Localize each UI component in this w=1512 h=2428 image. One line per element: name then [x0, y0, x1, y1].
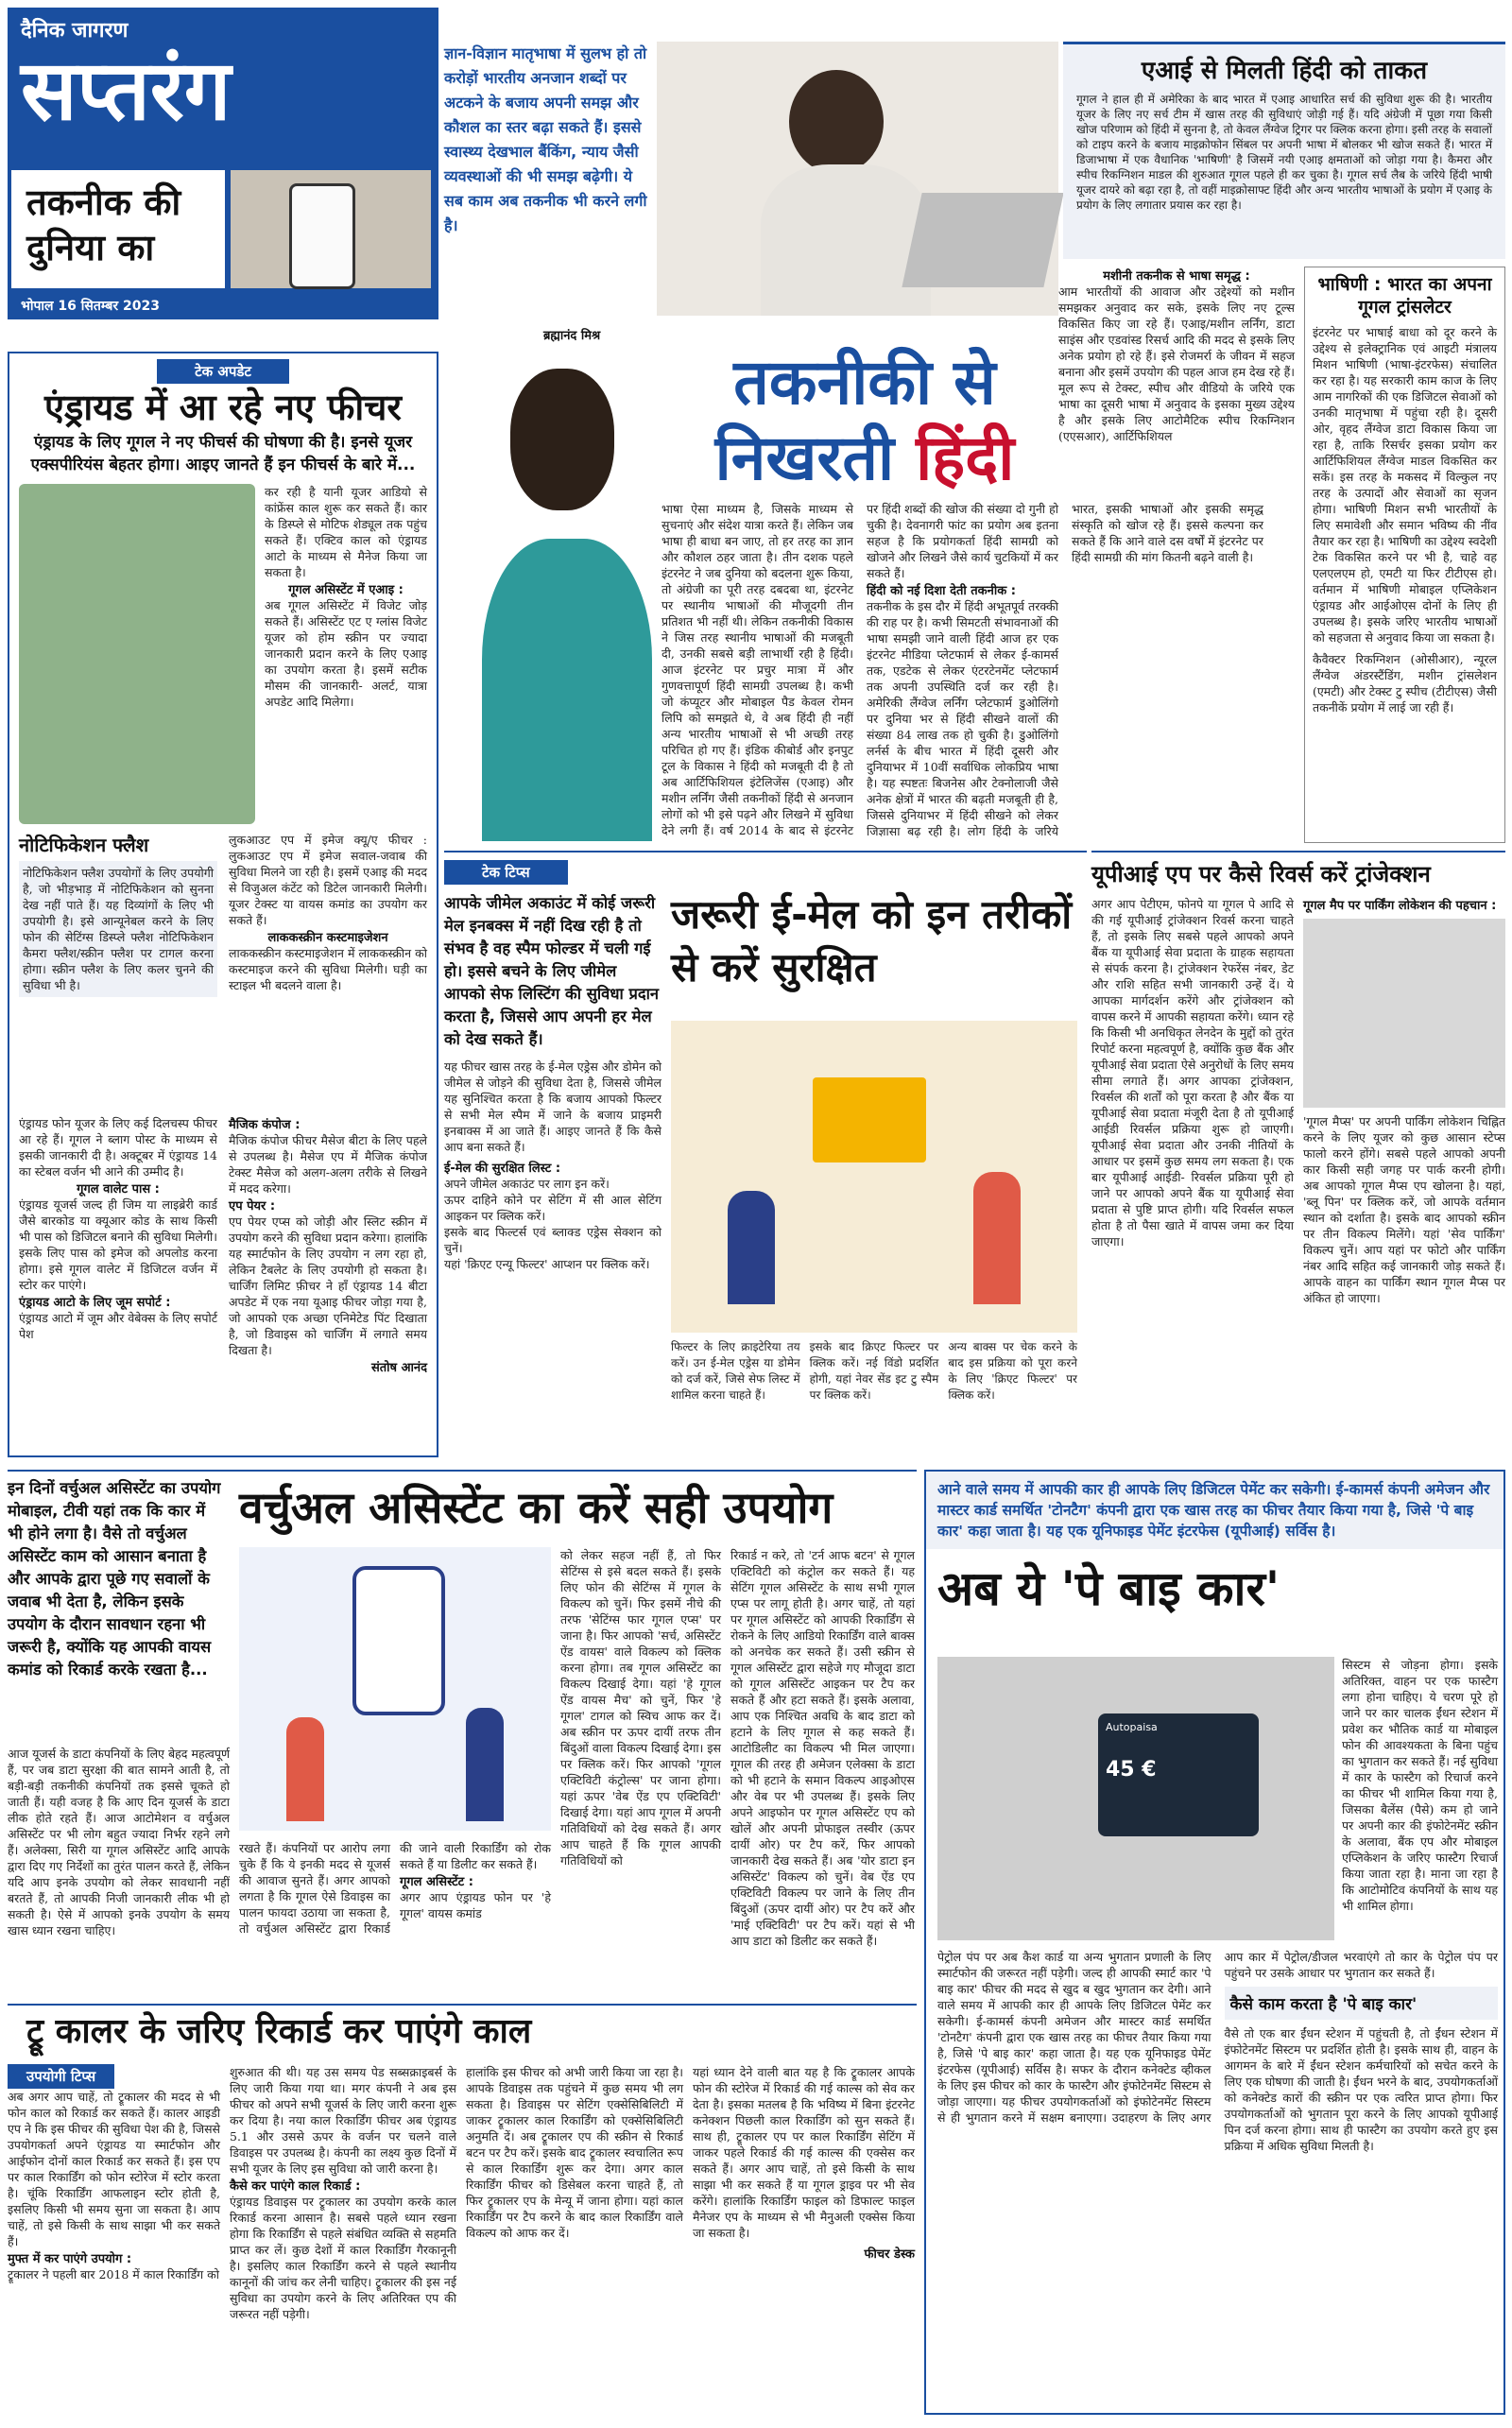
notif-title: नोटिफिकेशन फ्लैश	[19, 834, 149, 856]
lead-body-text: भाषा ऐसा माध्यम है, जिसके माध्यम से सुचनाएं और संदेश यात्रा करते हैं। लेकिन जब भाषा ही बाधा बन जाए, तो हर तरह का ज्ञान और कौशल ठहर जाता है। तीन दशक पहले इंटरनेट ने जब दुनिया को बदलना शुरू किया, तो अंग्रेजी का पूरी तरह दबदबा था, इंटरनेट पर स्थानीय भाषाओं की मौजूदगी तीन प्रतिशत भी नहीं थी। लेकिन तकनीकी विकास ने जिस तरह स्थानीय भाषाओं की मजबूती दी, उनकी सबसे बड़ी लाभार्थी रही है हिंदी। आज इंटरनेट पर प्रचुर मात्रा में और गुणवत्तापूर्ण हिंदी सामग्री उपलब्ध है। कभी जो कंप्यूटर और मोबाइल पैड केवल रोमन लिपि को समझते थे, वे अब हिंदी ही नहीं अन्य भारतीय भाषाओं से भी अच्छी तरह परिचित हो गए हैं। इंडिक कीबोर्ड और इनपुट टूल के विकास ने हिंदी को मजबूती दी है तो अब आर्टिफिशियल इंटेलिजेंस (एआइ) और मशीन लर्निंग जैसी तकनीकों हिंदी से अनजान लोगों को भी इसे पढ़ने और लिखने में सुविधा देने लगी हैं। वर्ष 2014 के बाद से इंटरनेट पर हिंदी शब्दों की खोज की संख्या दो गुनी हो चुकी है। देवनागरी फांट का प्रयोग अब इतना सहज है कि प्रयोगकर्ता हिंदी सामग्री को खोजने और लिखने जैसे कार्य चुटकियों में कर सकते हैं।	[662, 502, 1058, 837]
android-sub-a: गूगल असिस्टेंट में एआइ :	[288, 583, 404, 597]
ai-box-title: एआई से मिलती हिंदी को ताकत	[1141, 57, 1428, 85]
phone-hand-photo	[231, 170, 431, 288]
call-col4	[693, 2064, 915, 2414]
android-bottom-text: एंड्रायड फोन यूजर के लिए कई दिलचस्प फीचर आ रहे हैं। गूगल ने ब्लाग पोस्ट के माध्यम से इसकी जानकारी दी है। अक्टूबर में एंड्रायड 14 का स्टेबल वर्जन भी आने की उम्मीद है।	[19, 1116, 217, 1179]
call-col4-text: यहां ध्यान देने वाली बात यह है कि ट्रूकालर आपके फोन की स्टोरेज में रिकार्ड की गई काल्स को सेव कर देता है। इसका मतलब है कि भविष्य में बिना इंटरनेट कनेक्शन पिछली काल रिकार्डिंग को सुन सकते हैं। साथ ही, ट्रूकालर एप पर काल रिकार्डिंग सेटिंग में जाकर पहले रिकार्ड की गई काल्स की एक्सेस कर सकते हैं। अगर आप चाहें, तो इसे किसी के साथ साझा भी कर सकते हैं या गूगल ड्राइव पर भी सेव करेंगे। हालांकि रिकार्डिंग फाइल को डिफाल्ट फाइल मैनेजर एप के माध्यम से भी मैनुअली एक्सेस किया जा सकता है।	[693, 2065, 915, 2240]
android-byline: संतोष आनंद	[370, 1361, 427, 1375]
va-intro: आज यूजर्स के डाटा कंपनियों के लिए बेहद महत्वपूर्ण हैं, पर जब डाटा सुरक्षा की बात सामने आती है, तो बड़ी-बड़ी तकनीकी कंपनियों तक इससे चूकते हो जाती हैं। यही वजह है कि आए दिन यूजर्स के डाटा लीक होते रहते हैं। आज आटोमेशन व वर्चुअल असिस्टेंट पर भी लोग बहुत ज्यादा निर्भर रहने लगे हैं। अलेक्सा, सिरी या गूगल असिस्टेंट आदि आपके द्वारा दिए गए निर्देशों का तुरंत पालन करते हैं, लेकिन यदि आप इनके उपयोग को लेकर सावधानी नहीं बरतते हैं, तो आपकी निजी जानकारी लीक भी हो सकती है। ऐसे में आपको इनके उपयोग के समय खास ध्यान रखना चाहिए।	[8, 1747, 230, 1937]
ai-box	[1063, 42, 1505, 259]
android-sub-b-body: लाककस्क्रीन कस्टमाइजेशन में लाककस्क्रीन को कस्टमाइज करने की सुविधा मिलेगी। घड़ी का स्टाइल भी बदलने वाला है।	[229, 946, 427, 992]
upi-section	[1091, 851, 1505, 1465]
email-step-2: ऊपर दाहिने कोने पर सेटिंग में सी आल सेटिंग आइकन पर क्लिक करें।	[444, 1193, 662, 1223]
call-col1	[8, 2064, 220, 2414]
email-steps-bottom	[671, 1339, 1077, 1462]
supplement-name: सप्तरंग	[21, 42, 232, 139]
android-sub-e-body: एंड्रायड यूजर्स जल्द ही जिम या लाइब्रेरी कार्ड जैसे बारकोड या क्यूआर कोड के साथ किसी भी पास को डिजिटल बनाने की सुविधा मिलेगी। इसके लिए पास को इमेज को अपलोड करना होगा। इसे गूगल वालेट में डिजिटल वर्जन में स्टोर कर पाएंगे।	[19, 1197, 217, 1292]
email-left	[444, 860, 662, 1465]
brand-name: दैनिक जागरण	[21, 19, 129, 43]
call-col2	[230, 2064, 456, 2414]
upi-sub: गूगल मैप पर पार्किंग लोकेशन की पहचान :	[1303, 899, 1497, 913]
tagline-box	[11, 170, 225, 288]
android-sub-f: एंड्रायड आटो के लिए जूम सपोर्ट :	[19, 1296, 171, 1310]
call-tag: उपयोगी टिप्स	[8, 2064, 114, 2089]
lead-body-col3	[1058, 267, 1295, 843]
va-sub-body: अगर आप एंड्रायड फोन पर 'हे गूगल' वायस कमांड	[400, 1890, 551, 1920]
email-section	[444, 851, 1087, 1465]
lead-title-line2a: निखरती	[714, 422, 917, 494]
va-col2	[560, 1547, 721, 2001]
lead-sub1: हिंदी को नई दिशा देती तकनीक :	[867, 584, 1016, 598]
call-byline: फीचर डेस्क	[864, 2247, 915, 2262]
email-step-3: इसके बाद फिल्टर्स एवं ब्लाक्ड एड्रेस सेक्शन को चुनें।	[444, 1225, 662, 1255]
call-sub1-body: ट्रूकालर ने पहली बार 2018 में काल रिकार्डिंग को	[8, 2267, 219, 2282]
bhashini-title: भाषिणी : भारत का अपना गूगल ट्रांसलेटर	[1317, 274, 1492, 318]
android-phone-photo	[19, 484, 255, 824]
car-screen-label: Autopaisa	[1106, 1721, 1158, 1733]
android-title: एंड्रायड में आ रहे नए फीचर	[44, 387, 402, 428]
email-step-4: यहां 'क्रिएट एन्यू फिल्टर' आप्शन पर क्लिक करें।	[444, 1257, 650, 1271]
woman-laptop-photo	[657, 42, 1058, 316]
lookout-text: लुकआउट एप में इमेज क्यू/ए फीचर : लुकआउट एप में इमेज सवाल-जवाब की सुविधा मिलने जा रही है। इसमें एआइ की मदद से विजुअल कंटेंट को डिटेल जानकारी मिलेगी। यूजर टेक्स्ट या वायस कमांड का उपयोग कर सकते हैं।	[229, 833, 427, 927]
android-deck: एंड्रायड के लिए गूगल ने नए फीचर्स की घोषणा की है। इनसे यूजर एक्सपीरियंस बेहतर होगा। आइए जानते हैं इन फीचर्स के बारे में...	[30, 433, 416, 474]
ai-box-body: गूगल ने हाल ही में अमेरिका के बाद भारत में एआइ आधारित सर्च की सुविधा शुरू की है। भारतीय यूजर के लिए नए सर्च टीम में खास तरह की सुविधाएं जोड़ी गई हैं। यदि अंग्रेजी में पूछा गया किसी खोज परिणाम को हिंदी में सुनना है, तो केवल लैंग्वेज ट्रिगर पर क्लिक करना होगा। इसी तरह के सवालों को टाइप करने के बजाय माइक्रोफोन सिंबल पर अपनी भाषा में बोलकर भी खोज सकते हैं। भारत में डिजाभाषा में एक वैधानिक 'भाषिणी' है जिसमें नयी एआइ क्षमताओं को जोड़ा गया है। कैमरा और स्पीच रिकग्निशन माडल की शुरुआत गूगल पहले ही कर चुका है। गूगल सर्च लैब के जरिये हिंदी भाषी यूजर दायरे को बढ़ा रहा है, तो वहीं माइक्रोसाफ्ट हिंदी और अन्य भारतीय भाषाओं के प्रयोग में एआइ के प्रयोग के लिए लगातार प्रयास कर रहा है।	[1076, 93, 1492, 212]
email-step-6: इसके बाद क्रिएट फिल्टर पर क्लिक करें। नई विंडो प्रदर्शित होगी, यहां नेवर सेंड इट टु स्पैम पर क्लिक करें।	[809, 1340, 939, 1402]
lead-title	[662, 345, 1068, 496]
va-col4	[239, 1840, 551, 2001]
email-illustration	[671, 1021, 1077, 1333]
pbc-body: पेट्रोल पंप पर अब कैश कार्ड या अन्य भुगतान प्रणाली के लिए स्मार्टफोन की जरूरत नहीं पड़ेगी। जल्द ही आपकी स्मार्ट कार 'पे बाइ कार' फीचर की मदद से खुद ब खुद भुगतान कर देगी। आने वाले समय में आपकी कार ही आपके लिए डिजिटल पेमेंट कर सकेगी। ई-कामर्स कंपनी अमेजन और मास्टर कार्ड समर्थित 'टोनटैग' कंपनी द्वारा एक खास तरह का फीचर तैयार किया गया है, जिसे 'पे बाइ कार' कहा जाता है। यह एक यूनिफाइड पेमेंट इंटरफेस (यूपीआई) सर्विस है। सफर के दौरान कनेक्टेड व्हीकल के लिए इस फीचर को कार के फास्टैग और इंफोटेनमेंट सिस्टम से जोड़ा जाएगा। यह फीचर उपयोगकर्ताओं को इंफोटेनमेंट सिस्टम से ही भुगतान करने में सक्षम बनाएगा। उदाहरण के लिए अगर आप कार में पेट्रोल/डीजल भरवाएंगे तो कार के पेट्रोल पंप पर पहुंचने पर उसके आधार पर भुगतान कर सकते हैं।	[937, 1950, 1498, 2125]
va-sub: गूगल असिस्टेंट :	[400, 1875, 473, 1889]
android-sub-c: मैजिक कंपोज :	[229, 1118, 301, 1132]
android-section	[8, 352, 438, 1457]
va-deck: इन दिनों वर्चुअल असिस्टेंट का उपयोग मोबाइल, टीवी यहां तक कि कार में भी होने लगा है। वैसे तो वर्चुअल असिस्टेंट काम को आसान बनाता है और आपके द्वारा पूछे गए सवालों के जवाब भी देता है, लेकिन इसके उपयोग के दौरान सावधान रहना भी जरूरी है, क्योंकि यह आपकी वायस कमांड को रिकार्ड करके रखता है...	[8, 1479, 221, 1679]
va-col3-text: रिकार्ड न करे, तो 'टर्न आफ बटन' से गूगल एक्टिविटी को कंट्रोल कर सकते हैं। यह सेटिंग गूगल असिस्टेंट के साथ सभी गूगल एप्स पर लागू होती है। अगर चाहें, तो यहां पर गूगल असिस्टेंट को आपकी रिकार्डिंग से रोकने के लिए आडियो रिकार्डिंग वाले बाक्स को अनचेक कर सकते हैं। उसी स्क्रीन से गूगल असिस्टेंट द्वारा सहेजे गए मौजूदा डाटा को गूगल असिस्टेंट आइकन पर टैप कर सकते हैं और हटा सकते हैं। इसके अलावा, आप एक निश्चित अवधि के बाद डाटा को हटाने के लिए गूगल से कह सकते हैं। आटोडिलीट का विकल्प भी मिल जाएगा। गूगल की तरह ही अमेजन एलेक्सा के डाटा को भी हटाने के समान विकल्प आइओएस और वेब पर भी उपलब्ध हैं। इसके लिए अपने आइफोन पर गूगल असिस्टेंट एप को खोलें और अपनी प्रोफाइल तस्वीर (ऊपर दायीं ओर) पर टैप करें, फिर आपको जानकारी देख सकते हैं। अब 'योर डाटा इन असिस्टेंट' विकल्प को चुनें। वेब ऐंड एप एक्टिविटी विकल्प पर जाने के लिए तीन बिंदुओं (ऊपर दायीं ओर) पर टैप करें और 'माई एक्टिविटी' पर टैप करें। यहां से भी आप डाटा को डिलीट कर सकते हैं।	[730, 1548, 915, 1948]
email-step-5: फिल्टर के लिए क्राइटेरिया तय करें। उन ई-मेल एड्रेस या डोमेन को दर्ज करें, जिसे सेफ लिस्ट में शामिल करना चाहते हैं।	[671, 1340, 800, 1402]
call-col3-text: हालांकि इस फीचर को अभी जारी किया जा रहा है। आपके डिवाइस तक पहुंचने में कुछ समय भी लग सकता है। डिवाइस पर सेटिंग एक्सेसिबिलिटी में जाकर ट्रूकालर काल रिकार्डिंग को एक्सेसिबिलिटी अनुमति दें। अब ट्रूकालर एप की स्क्रीन से रिकार्ड बटन पर टैप करें। इसके बाद ट्रूकालर स्वचालित रूप से काल रिकार्डिंग शुरू कर देगा। अगर काल रिकार्डिंग फीचर को डिसेबल करना चाहते हैं, तो फिर ट्रूकालर एप के मेन्यू में जाना होगा। यहां काल रिकार्डिंग पर टैप करने के बाद काल रिकार्डिंग वाले विकल्प को आफ कर दें।	[466, 2065, 683, 2240]
va-col2-text: को लेकर सहज नहीं हैं, तो फिर सेटिंग्स से इसे बदल सकते हैं। इसके लिए फोन की सेटिंग्स में गूगल के विकल्प को चुनें। फिर इसमें नीचे की तरफ 'सेटिंग्स फार गूगल एप्स' पर जाना है। फिर आपको 'सर्च, असिस्टेंट ऐंड वायस' वाले विकल्प को क्लिक करना होगा। तब गूगल असिस्टेंट का विकल्प दिखाई देगा। यहां 'हे गूगल ऐंड वायस मैच' को चुनें, फिर 'हे गूगल' टागल को स्विच आफ कर दें। अब स्क्रीन पर ऊपर दायीं तरफ तीन बिंदुओं वाला विकल्प दिखाई देगा। इस पर क्लिक करें। फिर आपको 'गूगल एक्टिविटी कंट्रोल्स' पर जाना होगा। यहां ऊपर 'वेब ऐंड एप एक्टिविटी' दिखाई देगा। यहां आप गूगल में अपनी गतिविधियों को देख सकते हैं। अगर आप चाहते हैं कि गूगल आपकी गतिविधियों को	[560, 1548, 721, 1868]
bhashini-body: इंटरनेट पर भाषाई बाधा को दूर करने के उद्देश्य से इलेक्ट्रानिक एवं आइटी मंत्रालय मिशन भाषिणी (भाषा-इंटरफेस) संचालित कर रहा है। यह सरकारी काम काज के लिए आम नागरिकों की एक डिजिटल सेवाओं को उनकी मातृभाषा में पहुंचा रही है। दूसरी ओर, वृहद लैंग्वेज डाटा विकास किया जा रहा है, ताकि रिसर्चर इसका प्रयोग कर आर्टिफिशियल लैंग्वेज माडल विकसित कर सकें। इस तरह के मकसद में विल्कुल नए तरह के उत्पादों और सेवाओं का सृजन होगा। भाषिणी मिशन सभी भारतीयों के लिए समावेशी और समान भविष्य की नींव तैयार कर रहा है। भाषिणी का उद्देश्य स्वदेशी टेक विकसित करने पर भी है, चाहे वह एलएलएम हो, एमटी या फिर टीटीएस हो। वर्तमान में भाषिणी मोबाइल एप्लिकेशन एंड्रायड और आईओएस दोनों के लिए ही उपलब्ध है। इसके जरिए भारतीय भाषाओं को सहजता से अनुवाद किया जा सकता है।	[1313, 325, 1497, 645]
call-title: ट्रू कालर के जरिए रिकार्ड कर पाएंगे काल	[26, 2012, 532, 2051]
android-sub-f-body: एंड्रायड आटो में जूम और वेबेक्स के लिए सपोर्ट पेश	[19, 1311, 217, 1341]
bhashini-box	[1304, 267, 1505, 843]
email-step-0: ई-मेल की सुरक्षित लिस्ट :	[444, 1162, 561, 1176]
va-col3	[730, 1547, 915, 2001]
bhashini-tail: कैवैक्टर रिकग्निशन (ओसीआर), न्यूरल लैंग्वेज अंडरस्टैंडिंग, मशीन ट्रांसलेशन (एमटी) और टेक्स्ट टु स्पीच (टीटीएस) जैसी तकनीकें प्रयोग में लाई जा रही हैं।	[1313, 652, 1497, 715]
va-section	[8, 1470, 917, 1999]
upi-sub-body: 'गूगल मैप्स' पर अपनी पार्किंग लोकेशन चिह्नित करने के लिए यूजर को कुछ आसान स्टेप्स फालो करने होंगे। सबसे पहले आपको अपनी कार किसी सही जगह पर पार्क करनी होगी। अब आपको गूगल मैप्स एप खोलना है। यहां, 'ब्लू पिन' पर क्लिक करें, जो आपके वर्तमान स्थान को दर्शाता है। इसके बाद आपको स्क्रीन पर तीन विकल्प मिलेंगे। यहां 'सेव पार्किंग' विकल्प चुनें। आप यहां पर फोटो और पार्किंग नंबर आदि सहित कई जानकारी जोड़ सकते हैं। आपके वाहन का पार्किंग स्थान गूगल मैप्स पर अंकित हो जाएगा।	[1303, 1114, 1505, 1305]
va-title: वर्चुअल असिस्टेंट का करें सही उपयोग	[239, 1482, 833, 1533]
call-sub2-body: एंड्रायड डिवाइस पर ट्रूकालर का उपयोग करके काल रिकार्ड करना आसान है। सबसे पहले ध्यान रखना होगा कि रिकार्डिंग से पहले संबंधित व्यक्ति से सहमति प्राप्त कर लें। कुछ देशों में काल रिकार्डिंग गैरकानूनी है। इसलिए काल रिकार्डिंग करने से पहले स्थानीय कानूनों की जांच कर लेनी चाहिए। ट्रूकालर की इस नई सुविधा का उपयोग करने के लिए अतिरिक्त एप की जरूरत नहीं पड़ेगी।	[230, 2195, 456, 2321]
android-sub-b: लाककस्क्रीन कस्टमाइजेशन	[267, 931, 388, 945]
upi-body: अगर आप पेटीएम, फोनपे या गूगल पे आदि से की गई यूपीआई ट्रांजेक्शन रिवर्स करना चाहते हैं, तो इसके लिए सबसे पहले आपको अपने बैंक या यूपीआई सेवा प्रदाता के ग्राहक सहायता से संपर्क करना है। ट्रांजेक्शन रेफरेंस नंबर, डेट और राशि सहित सभी जानकारी उन्हें दें। ये आपका मार्गदर्शन करेंगे और ट्रांजेक्शन को वापस करने में आपकी सहायता करेंगे। ध्यान रहे कि किसी भी अनधिकृत लेनदेन के मुद्दों को तुरंत रिपोर्ट करना महत्वपूर्ण है, क्योंकि कुछ बैंक और यूपीआई सेवा प्रदाता ऐसे अनुरोधों के लिए समय सीमा लगाते हैं। अगर आपका ट्रांजेक्शन, रिवर्सल की शर्तों को पूरा करता है और बैंक या यूपीआई सेवा प्रदाता मंजूरी देता है तो यूपीआई आईडी रिवर्सल प्रक्रिया शुरू हो जाएगी। यूपीआई सेवा प्रदाता और उनकी नीतियों के आधार पर इसमें कुछ समय लग सकता है। एक बार यूपीआई आईडी- रिवर्सल प्रक्रिया पूरी हो जाने पर आपको अपने बैंक या यूपीआई सेवा प्रदाता से पुष्टि प्राप्त होगी। यदि रिवर्सल सफल होता है तो पैसा खाते में वापस जमा कर दिया जाएगा।	[1091, 897, 1294, 1248]
lead-body	[662, 501, 1263, 841]
notif-body: नोटिफिकेशन फ्लैश उपयोगों के लिए उपयोगी है, जो भीड़भाड़ में नोटिफिकेशन को सुनना देख नहीं पाते हैं। यह दिव्यांगों के लिए भी उपयोगी है। इसे आन्यूनेबल करने के लिए फोन की सेटिंग्स डिस्प्ले फ्लैश नोटिफिकेशन कैमरा फ्लैश/स्क्रीन फ्लैश पर टागल करना होगा। स्क्रीन फ्लैश के लिए कलर चुनने की सुविधा भी है।	[19, 861, 217, 997]
pbc-side-col	[1342, 1657, 1498, 1940]
android-sub-c-body: मैजिक कंपोज फीचर मैसेज बीटा के लिए पहले से उपलब्ध है। मैसेज एप में मैजिक कंपोज टेक्स्ट मैसेज को अलग-अलग तरीके से लिखने में मदद करेगा।	[229, 1133, 427, 1196]
pbc-deck: आने वाले समय में आपकी कार ही आपके लिए डिजिटल पेमेंट कर सकेगी। ई-कामर्स कंपनी अमेजन और मास्टर कार्ड समर्थित 'टोनटैग' कंपनी द्वारा एक खास तरह का फीचर तैयार किया गया है, जिसे 'पे बाइ कार' कहा जाता है। यह एक यूनिफाइड पेमेंट इंटरफेस (यूपीआई) सर्विस है।	[926, 1472, 1503, 1549]
pbc-body-cols	[937, 1949, 1498, 2407]
lead-blurb-text: ज्ञान-विज्ञान मातृभाषा में सुलभ हो तो करोड़ों भारतीय अनजान शब्दों पर अटकने के बजाय अपनी समझ और कौशल का स्तर बढ़ा सकते हैं। इससे स्वास्थ्य देखभाल बैंकिंग, न्याय जैसी व्यवस्थाओं की भी समझ बढ़ेगी। ये सब काम अब तकनीक भी करने लगी है।	[444, 44, 647, 234]
android-sub-d-body: एप पेयर एप्स को जोड़ी और स्लिट स्क्रीन में उपयोग करने की सुविधा प्रदान करेगा। हालांकि यह स्मार्टफोन के लिए उपयोग न लग रहा हो, लेकिन टैबलेट के लिए उपयोगी हो सकता है। चार्जिंग लिमिट फ़ीचर ने हाँ एंड्रायड 14 बीटा अपडेट में एक नया यूआइ फीचर जोड़ा गया है, जो आपको एक अच्छा एनिमेटेड पिंट दिखाता है, जो डिवाइस को चार्जिंग में लगाते समय दिखता है।	[229, 1214, 427, 1357]
va-intro-col	[8, 1746, 230, 2001]
email-tag: टेक टिप्स	[444, 860, 568, 885]
car-dashboard-photo	[937, 1657, 1334, 1940]
android-sub-e: गूगल वालेट पास :	[77, 1182, 160, 1197]
card-reader-photo	[1303, 919, 1505, 1108]
woman-phone-photo	[444, 350, 662, 841]
pbc-sub-body: वैसे तो एक बार ईंधन स्टेशन में पहुंचती है, तो ईंधन स्टेशन में इंफोटेनमेंट सिस्टम पर प्रदर्शित होती है। इसके साथ ही, वाहन के आगमन के बारे में ईंधन स्टेशन कर्मचारियों को सचेत करने के लिए एक घोषणा की जाती है। ईंधन भरने के बाद, उपयोगकर्ताओं को कनेक्टेड कारों की स्क्रीन पर एक त्वरित प्राप्त होगा। फिर उपयोगकर्ताओं को भुगतान पूरा करने के लिए आपको यूपीआई पिन दर्ज करना होगा। साथ ही फास्टैग का उपयोग करते हुए इस प्रक्रिया में अधिक सुविधा मिलती है।	[1224, 2026, 1498, 2153]
lead-title-line1: तकनीकी से	[733, 346, 996, 419]
email-step-1: अपने जीमेल अकाउंट पर लाग इन करें।	[444, 1177, 610, 1191]
call-col2-text: शुरुआत की थी। यह उस समय पेड सब्सक्राइबर्स के लिए जारी किया गया था। मगर कंपनी ने अब इस फीचर को अपने सभी यूजर्स के लिए जारी करना शुरू कर दिया है। नया काल रिकार्डिंग फीचर अब एंड्रायड 5.1 और उससे ऊपर के वर्जन पर चलने वाले डिवाइस पर उपलब्ध है। कंपनी का लक्ष्य कुछ दिनों में सभी यूजर के लिए इस सुविधा को जारी करना है।	[230, 2065, 456, 2176]
call-section	[8, 2004, 917, 2415]
email-title: जरूरी ई-मेल को इन तरीकों से करें सुरक्षित	[671, 891, 1073, 990]
car-screen	[1098, 1713, 1259, 1836]
lead-title-line2b: हिंदी	[916, 422, 1015, 494]
pbc-side: सिस्टम से जोड़ना होगा। इसके अतिरिक्त, वाहन पर एक फास्टैग लगा होना चाहिए। ये चरण पूरे हो जाने पर कार चालक ईंधन स्टेशन में प्रवेश कर भौतिक कार्ड या मोबाइल फोन की आवश्यकता के बिना पहुंच का भुगतान कर सकते हैं। नई सुविधा में कार के फास्टैग को रिचार्ज करने का फीचर भी शामिल किया गया है, जिसका बैलेंस (पैसे) कम हो जाने पर अपनी कार की इंफोटेनमेंट स्क्रीन के अलावा, बैंक एप और मोबाइल एप्लिकेशन के जरिए फास्टैग रिचार्ज किया जाता रहा है। माना जा रहा है कि आटोमोटिव कंपनियों के साथ यह भी शामिल होगा।	[1342, 1658, 1498, 1913]
lead-blurb	[444, 42, 647, 316]
call-col3	[466, 2064, 683, 2414]
android-sub-a-body: अब गूगल असिस्टेंट में विजेट जोड़ सकते हैं। असिस्टेंट एट ए ग्लांस विजेट यूजर को होम स्क्रीन पर ज्यादा जानकारी प्रदान करने के लिए एआइ का उपयोग करता है। इसमें सटीक मौसम की जानकारी- अलर्ट, यात्रा अपडेट आदि मिलेगा।	[265, 598, 427, 709]
android-side-text: कर रही है यानी यूजर आडियो से कांफ्रेंस काल शुरू कर सकते हैं। कार के डिस्प्ले से मोटिफ शेड्यूल तक पहुंच सकते हैं। एक्टिव काल को एंड्रायड आटो के माध्यम से मैनेज किया जा सकता है।	[265, 485, 427, 579]
email-body: यह फीचर खास तरह के ई-मेल एड्रेस और डोमेन को जीमेल से जोड़ने की सुविधा देता है, जिससे जीमेल यह सुनिश्चित करता है कि बजाय आपको फिल्टर से सभी मेल स्पैम में जाने के बजाय प्राइमरी इनबाक्स में आ जाते हैं। आइए जानते हैं कि कैसे आप बना सकते हैं।	[444, 1059, 662, 1154]
va-illustration	[239, 1547, 551, 1831]
call-sub2: कैसे कर पाएंगे काल रिकार्ड :	[230, 2179, 361, 2194]
lead-sub2: मशीनी तकनीक से भाषा समृद्ध :	[1103, 269, 1250, 284]
lead-sub2-body: आम भारतीयों की आवाज और उद्देश्यों को मशीन समझकर अनुवाद कर सके, इसके लिए नए टूल्स विकसित किए जा रहे हैं। एआइ/मशीन लर्निंग, डाटा साइंस और एडवांस्ड रिसर्च आदि की मदद से इसके लिए अनेक प्रयोग हो रहे हैं। इसे रोजमर्रा के जीवन में सहज बनाना और इसमें उपयोग की पहल आज हम देख रहे हैं। मूल रूप से टेक्स्ट, स्पीच और वीडियो के जरिये एक भाषा का दूसरी भाषा में अनुवाद के इसका मुख्य उद्देश्य है और इसके लिए आटोमैटिक स्पीच रिकग्निशन (एएसआर), आर्टिफिशियल	[1058, 284, 1295, 443]
email-step-7: अन्य बाक्स पर चेक करने के बाद इस प्रक्रिया को पूरा करने के लिए 'क्रिएट फिल्टर' पर क्लिक करें।	[948, 1340, 1077, 1402]
pbc-title: अब ये 'पे बाइ कार'	[937, 1561, 1280, 1616]
pbc-section	[924, 1470, 1505, 2415]
lead-byline: ब्रह्मानंद मिश्र	[543, 329, 601, 343]
dateline: भोपाल 16 सितम्बर 2023	[21, 299, 160, 314]
android-sub-d: एप पेयर :	[229, 1199, 276, 1214]
pbc-sub: कैसे काम करता है 'पे बाइ कार'	[1225, 1987, 1499, 2020]
upi-title: यूपीआई एप पर कैसे रिवर्स करें ट्रांजेक्शन	[1091, 861, 1431, 887]
android-tag: टेक अपडेट	[157, 359, 289, 384]
call-col1-text: अब अगर आप चाहें, तो ट्रूकालर की मदद से भी फोन काल को रिकार्ड कर सकते हैं। कालर आइडी एप ने कि इस फीचर की सुविधा पेश की है, जिससे उपयोगकर्ता अपने एंड्रायड या स्मार्टफोन और आईफोन दोनों काल रिकार्ड कर सकते हैं। इस एप पर काल रिकार्डिंग को फोन स्टोरेज में स्टोर करता है। चूंकि रिकार्डिंग आफलाइन स्टोर होती है, इसलिए किसी भी समय सुना जा सकता है। आप चाहें, तो इसे किसी के साथ साझा भी कर सकते हैं।	[8, 2090, 220, 2248]
email-deck: आपके जीमेल अकाउंट में कोई जरूरी मेल इनबक्स में नहीं दिख रही है तो संभव है वह स्पैम फोल्डर में चली गई हो। इससे बचने के लिए जीमेल आपको सेफ लिस्टिंग की सुविधा प्रदान करता है, जिससे आप अपनी हर मेल को देख सकते हैं।	[444, 894, 660, 1048]
va-col4-text: रखते हैं। कंपनियों पर आरोप लगा चुके हैं कि ये इनकी मदद से यूजर्स की आवाज सुनते हैं। अगर आपको लगता है कि गूगल ऐसे डिवाइस का पालन फायदा उठाया जा सकता है, तो वर्चुअल असिस्टेंट द्वारा रिकार्ड की जाने वाली रिकार्डिंग को रोक सकते हैं या डिलीट कर सकते हैं।	[239, 1841, 551, 1936]
car-screen-amount: 45 €	[1106, 1758, 1157, 1782]
call-sub1: मुफ्त में कर पाएंगे उपयोग :	[8, 2252, 132, 2266]
lead-sub1-body: तकनीक के इस दौर में हिंदी अभूतपूर्व तरक्की की राह पर है। कभी सिमटती संभावनाओं की भाषा समझी जाने वाली हिंदी आज हर एक इंटरनेट मीडिया प्लेटफार्म से लेकर ई-कामर्स तक, एडटेक से लेकर एंटरटेनमेंट प्लेटफार्म तक अपनी उपस्थिति दर्ज कर रही है। अमेरिकी लैंग्वेज लर्निंग प्लेटफार्म डुओलिंगो पर दुनिया भर से हिंदी सीखने वालों की संख्या 84 लाख तक हो चुकी है। डुओलिंगो लर्नर्स के बीच भारत में हिंदी दूसरी और दुनियाभर में 10वीं सर्वाधिक लोकप्रिय भाषा है। यह स्पष्टतः बिजनेस और टेक्नोलाजी जैसे अनेक क्षेत्रों में भारत की बढ़ती मजबूती ही है, जिससे दुनियाभर में हिंदी सीखने को लेकर जिज्ञासा बढ़ रही है। लोग हिंदी के जरिये भारत, इसकी भाषाओं और इसकी समृद्ध संस्कृति को खोज रहे हैं। इससे कल्पना कर सकते हैं कि आने वाले दस वर्षों में इंटरनेट पर हिंदी सामग्री की मांग कितनी बढ़ने वाली है।	[867, 502, 1263, 838]
masthead	[8, 8, 438, 319]
tagline: तकनीक की दुनिया का	[26, 181, 181, 268]
